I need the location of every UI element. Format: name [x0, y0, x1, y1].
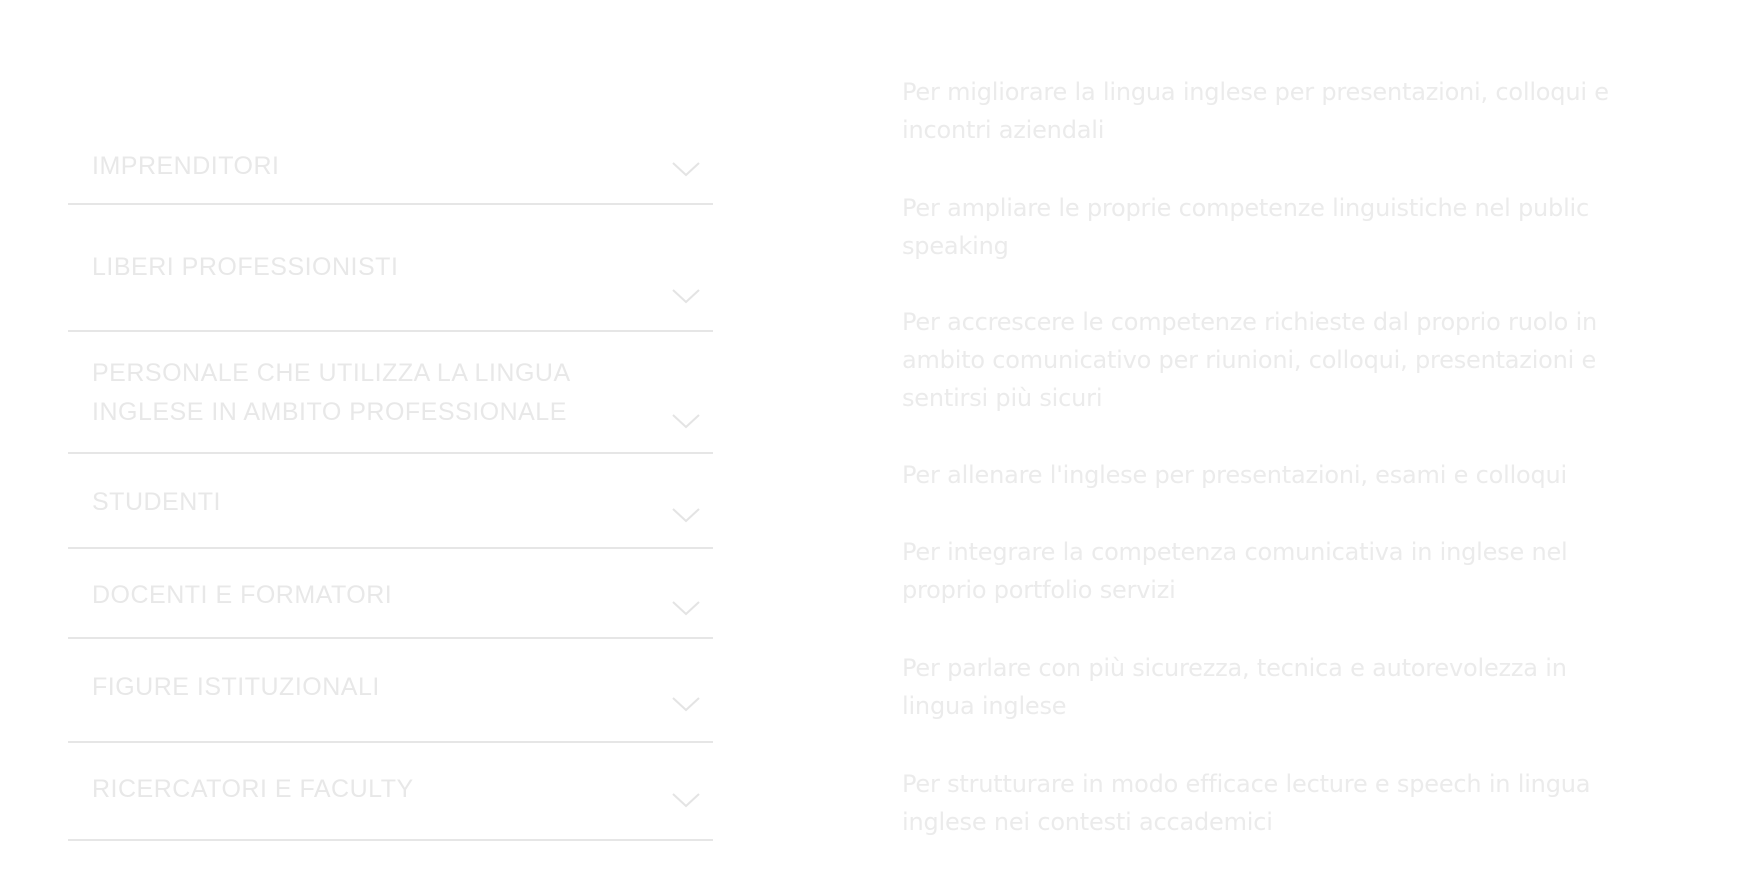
description-personale-inglese: Per accrescere le competenze richieste dal proprio ruolo in ambito comunicativo per riunioni, colloqui, presentazioni e sentirsi più sicuri — [902, 308, 1598, 412]
description-studenti: Per allenare l'inglese per presentazioni, esami e colloqui — [902, 461, 1568, 489]
accordion-item-label: STUDENTI — [92, 488, 221, 516]
chevron-down-icon[interactable] — [671, 599, 701, 617]
accordion-item-label: RICERCATORI E FACULTY — [92, 775, 414, 803]
accordion-item-label: LIBERI PROFESSIONISTI — [92, 253, 399, 281]
chevron-down-icon[interactable] — [671, 160, 701, 178]
accordion-item-imprenditori[interactable] — [68, 120, 713, 205]
description-docenti-formatori: Per integrare la competenza comunicativa in inglese nel proprio portfolio servizi — [902, 538, 1568, 604]
accordion-item-label: IMPRENDITORI — [92, 152, 280, 180]
accordion-item-label: FIGURE ISTITUZIONALI — [92, 673, 380, 701]
description-figure-istituzionali: Per parlare con più sicurezza, tecnica e autorevolezza in lingua inglese — [902, 654, 1567, 720]
description-imprenditori: Per migliorare la lingua inglese per presentazioni, colloqui e incontri aziendali — [902, 78, 1609, 144]
chevron-down-icon[interactable] — [671, 412, 701, 430]
accordion-item-personale-inglese[interactable] — [68, 332, 713, 454]
accordion-item-figure-istituzionali[interactable] — [68, 639, 713, 743]
accordion-item-label-line2: INGLESE IN AMBITO PROFESSIONALE — [92, 398, 567, 426]
accordion-item-studenti[interactable] — [68, 454, 713, 549]
description-liberi-professionisti: Per ampliare le proprie competenze linguistiche nel public speaking — [902, 194, 1590, 260]
accordion-item-label-line1: PERSONALE CHE UTILIZZA LA LINGUA — [92, 359, 571, 387]
accordion-item-label: DOCENTI E FORMATORI — [92, 581, 393, 609]
description-ricercatori-faculty: Per strutturare in modo efficace lecture e speech in lingua inglese nei contesti accademici — [902, 770, 1591, 836]
chevron-down-icon[interactable] — [671, 791, 701, 809]
chevron-down-icon[interactable] — [671, 695, 701, 713]
accordion-item-ricercatori-faculty[interactable] — [68, 743, 713, 841]
accordion-item-docenti-formatori[interactable] — [68, 549, 713, 639]
accordion-item-liberi-professionisti[interactable] — [68, 205, 713, 332]
chevron-down-icon[interactable] — [671, 287, 701, 305]
chevron-down-icon[interactable] — [671, 506, 701, 524]
